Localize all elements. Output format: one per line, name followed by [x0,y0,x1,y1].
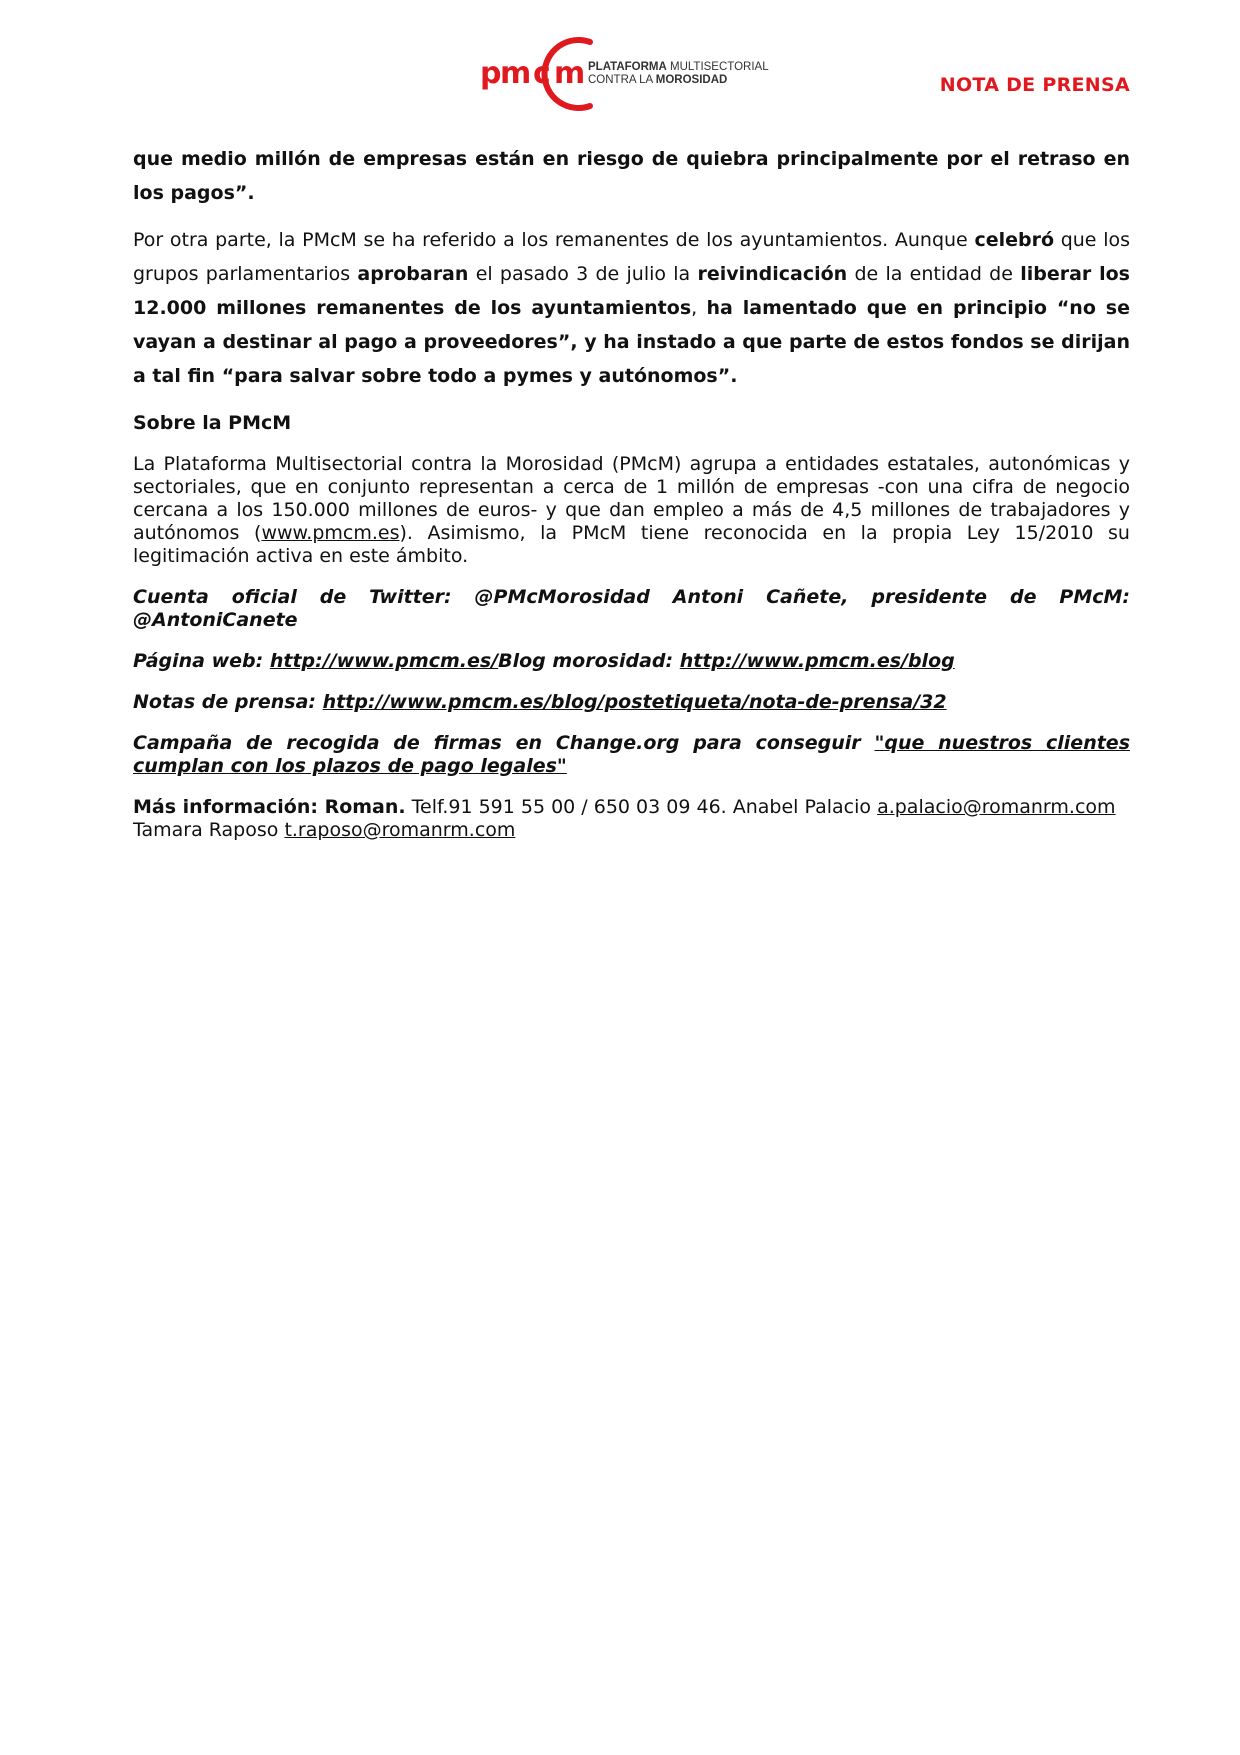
press-notes-link[interactable]: http://www.pmcm.es/blog/postetiqueta/nota-de-prensa/32 [322,691,947,713]
contact-info: Más información: Roman. Telf.91 591 55 00 / 650 03 09 46. Anabel Palacio a.palacio@romanrm.com Tamara Raposo t.raposo@romanrm.com [133,796,1116,841]
email-link-palacio[interactable]: a.palacio@romanrm.com [877,796,1116,818]
section-heading-about: Sobre la PMcM [133,412,292,434]
pmcm-logo [480,33,769,115]
logo-letter-c: c [533,56,551,91]
blog-link[interactable]: http://www.pmcm.es/blog [679,650,955,672]
email-link-raposo[interactable]: t.raposo@romanrm.com [284,819,516,841]
pmcm-website-link[interactable]: www.pmcm.es [261,522,400,544]
document-body [133,142,1130,842]
logo-letter-m: m [500,56,532,91]
logo-line-1: PLATAFORMA MULTISECTORIAL [588,61,769,73]
twitter-accounts: Cuenta oficial de Twitter: @PMcMorosidad Antoni Cañete, presidente de PMcM: @AntoniCanete [133,586,1130,631]
paragraph-remanentes: Por otra parte, la PMcM se ha referido a los remanentes de los ayuntamientos. Aunque celebró que los grupos parlamentarios aprobaran el pasado 3 de julio la reivindicación de la entidad de liberar los 12.000 millones remanentes de los ayuntamientos, ha lamentado que en principio “no se vayan a destinar al pago a proveedores”, y ha instado a que parte de estos fondos se dirijan a tal fin “para salvar sobre todo a pymes y autónomos”. [133,229,1130,387]
press-notes-link-line: Notas de prensa: http://www.pmcm.es/blog/postetiqueta/nota-de-prensa/32 [133,691,947,713]
paragraph-about: La Plataforma Multisectorial contra la Morosidad (PMcM) agrupa a entidades estatales, autonómicas y sectoriales, que en conjunto representan a cerca de 1 millón de empresas -con una cifra de negocio cercana a los 150.000 millones de euros- y que dan empleo a más de 4,5 millones de trabajadores y autónomos (www.pmcm.es). Asimismo, la PMcM tiene reconocida en la propia Ley 15/2010 su legitimación activa en este ámbito. [133,453,1130,567]
homepage-link[interactable]: http://www.pmcm.es/ [269,650,499,672]
web-links: Página web: http://www.pmcm.es/Blog morosidad: http://www.pmcm.es/blog [133,650,955,672]
press-release-label: NOTA DE PRENSA [939,74,1130,96]
paragraph-quote-end: que medio millón de empresas están en riesgo de quiebra principalmente por el retraso en los pagos”. [133,148,1130,204]
campaign-link[interactable]: "que nuestros clientes cumplan con los plazos de pago legales" [133,732,1130,777]
campaign-line: Campaña de recogida de firmas en Change.org para conseguir "que nuestros clientes cumplan con los plazos de pago legales" [133,732,1130,777]
logo-line-2: CONTRA LA MOROSIDAD [588,74,728,86]
logo-letter-m2: m [554,56,586,91]
logo-letter-p: p [480,56,502,91]
